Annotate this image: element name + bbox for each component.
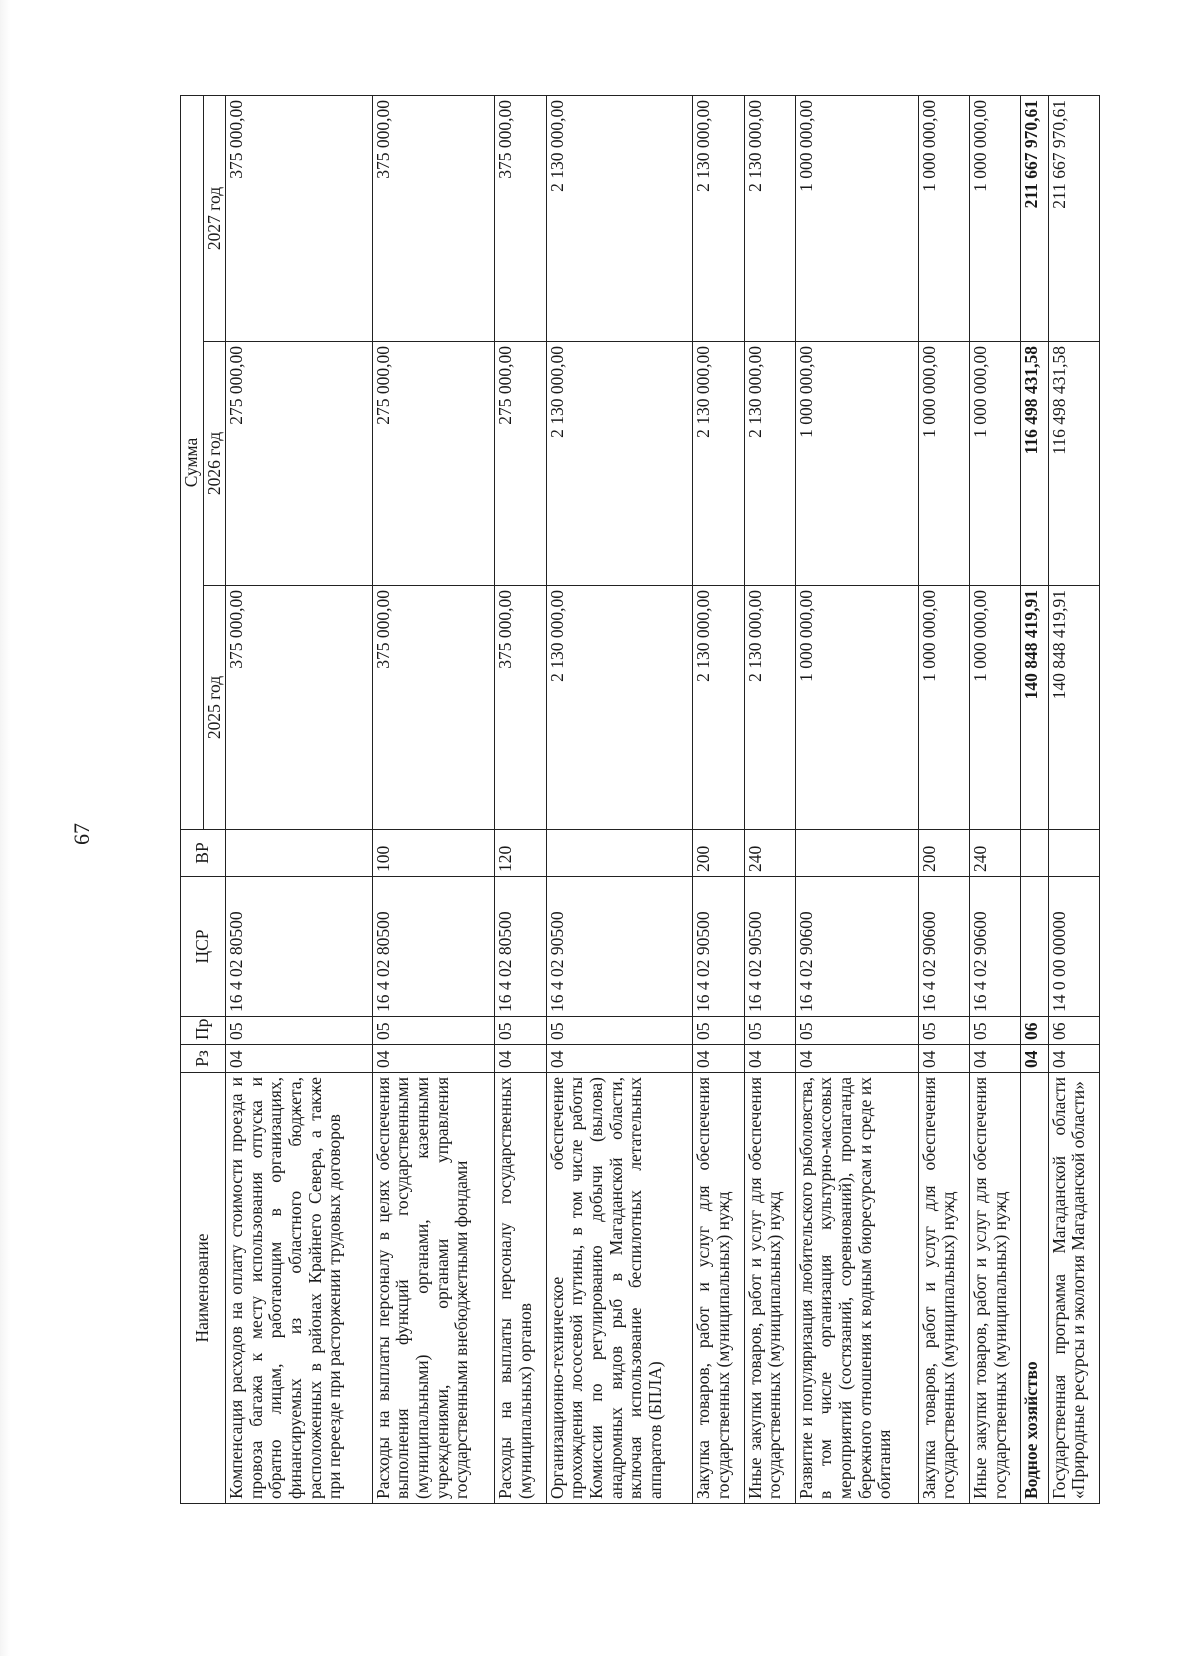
row-vr [546, 830, 693, 877]
row-2026: 2 130 000,00 [744, 342, 795, 586]
table-row [795, 95, 918, 1503]
row-name: Водное хозяйство [1021, 1073, 1048, 1504]
row-pr: 05 [969, 1017, 1020, 1045]
header-csr: ЦСР [181, 877, 226, 1017]
row-2025: 140 848 419,91 [1048, 586, 1099, 830]
row-pr: 05 [372, 1017, 495, 1045]
row-2027: 375 000,00 [495, 95, 546, 341]
header-pr: Пр [181, 1017, 226, 1045]
row-2026: 1 000 000,00 [795, 342, 918, 586]
row-2026: 1 000 000,00 [969, 342, 1020, 586]
row-vr: 240 [969, 830, 1020, 877]
page-number: 67 [69, 823, 94, 845]
row-name: Государственная программа Магаданской области «Природные ресурсы и экология Магаданской области» [1048, 1073, 1099, 1504]
row-2027: 211 667 970,61 [1048, 95, 1099, 341]
header-2026: 2026 год [203, 342, 226, 586]
row-name: Иные закупки товаров, работ и услуг для обеспечения государственных (муниципальных) нужд [969, 1073, 1020, 1504]
header-sum: Сумма [181, 95, 204, 829]
row-2025: 1 000 000,00 [795, 586, 918, 830]
row-2026: 2 130 000,00 [546, 342, 693, 586]
table-row [744, 95, 795, 1503]
header-2025: 2025 год [203, 586, 226, 830]
row-pr: 05 [546, 1017, 693, 1045]
row-2026: 1 000 000,00 [918, 342, 969, 586]
row-2027: 1 000 000,00 [969, 95, 1020, 341]
row-vr [795, 830, 918, 877]
table-row [372, 95, 495, 1503]
row-2025: 140 848 419,91 [1021, 586, 1048, 830]
row-csr: 16 4 02 80500 [495, 877, 546, 1017]
row-rz: 04 [693, 1045, 744, 1073]
row-rz: 04 [1021, 1045, 1048, 1073]
row-2027: 1 000 000,00 [795, 95, 918, 341]
row-2025: 2 130 000,00 [693, 586, 744, 830]
row-rz: 04 [918, 1045, 969, 1073]
row-2026: 275 000,00 [372, 342, 495, 586]
row-pr: 05 [744, 1017, 795, 1045]
row-vr: 200 [693, 830, 744, 877]
row-vr [226, 830, 373, 877]
row-csr: 16 4 02 90500 [546, 877, 693, 1017]
row-name: Расходы на выплаты персоналу в целях обеспечения выполнения функций государственными (муниципальными) органами, казенными учреждениями, органами управления государственными внебюджетными фондами [372, 1073, 495, 1504]
row-csr: 16 4 02 80500 [226, 877, 373, 1017]
row-2027: 2 130 000,00 [693, 95, 744, 341]
row-rz: 04 [795, 1045, 918, 1073]
row-name: Развитие и популяризация любительского рыболовства, в том числе организация культурно-массовых мероприятий (состязаний, соревнований), пропаганда бережного отношения к водным биоресурсам и среде их обитания [795, 1073, 918, 1504]
row-vr: 240 [744, 830, 795, 877]
row-rz: 04 [226, 1045, 373, 1073]
row-vr: 200 [918, 830, 969, 877]
row-pr: 05 [918, 1017, 969, 1045]
header-rz: Рз [181, 1045, 226, 1073]
scan-edge [0, 0, 10, 1656]
row-vr [1021, 830, 1048, 877]
row-2025: 375 000,00 [226, 586, 373, 830]
row-rz: 04 [546, 1045, 693, 1073]
row-rz: 04 [495, 1045, 546, 1073]
row-2025: 2 130 000,00 [546, 586, 693, 830]
table-row-subtotal [1021, 95, 1048, 1503]
row-pr: 06 [1021, 1017, 1048, 1045]
row-2027: 1 000 000,00 [918, 95, 969, 341]
row-pr: 05 [795, 1017, 918, 1045]
row-2027: 2 130 000,00 [744, 95, 795, 341]
budget-table [180, 95, 1100, 1504]
row-2027: 2 130 000,00 [546, 95, 693, 341]
header-vr: ВР [181, 830, 226, 877]
row-vr: 120 [495, 830, 546, 877]
table-row [969, 95, 1020, 1503]
row-pr: 06 [1048, 1017, 1099, 1045]
row-rz: 04 [1048, 1045, 1099, 1073]
row-name: Организационно-техническое обеспечение прохождения лососевой путины, в том числе работы Комиссии по регулированию добычи (вылова) анадромных видов рыб в Магаданской области, включая использование беспилотных летательных аппаратов (БПЛА) [546, 1073, 693, 1504]
row-2026: 116 498 431,58 [1021, 342, 1048, 586]
row-2027: 211 667 970,61 [1021, 95, 1048, 341]
row-name: Иные закупки товаров, работ и услуг для обеспечения государственных (муниципальных) нужд [744, 1073, 795, 1504]
row-2026: 275 000,00 [226, 342, 373, 586]
row-rz: 04 [969, 1045, 1020, 1073]
header-row-1 [181, 95, 204, 1503]
row-2025: 375 000,00 [372, 586, 495, 830]
table-row [226, 95, 373, 1503]
table-row [1048, 95, 1099, 1503]
row-2025: 1 000 000,00 [969, 586, 1020, 830]
row-2025: 1 000 000,00 [918, 586, 969, 830]
row-2026: 116 498 431,58 [1048, 342, 1099, 586]
row-csr: 16 4 02 90600 [795, 877, 918, 1017]
row-2027: 375 000,00 [372, 95, 495, 341]
row-vr: 100 [372, 830, 495, 877]
row-csr: 16 4 02 90600 [918, 877, 969, 1017]
row-csr: 14 0 00 00000 [1048, 877, 1099, 1017]
row-name: Закупка товаров, работ и услуг для обеспечения государственных (муниципальных) нужд [693, 1073, 744, 1504]
row-2026: 275 000,00 [495, 342, 546, 586]
row-csr: 16 4 02 90500 [744, 877, 795, 1017]
table-row [546, 95, 693, 1503]
row-csr: 16 4 02 90600 [969, 877, 1020, 1017]
row-pr: 05 [693, 1017, 744, 1045]
row-csr: 16 4 02 80500 [372, 877, 495, 1017]
row-2026: 2 130 000,00 [693, 342, 744, 586]
row-2025: 375 000,00 [495, 586, 546, 830]
table-row [495, 95, 546, 1503]
header-2027: 2027 год [203, 95, 226, 341]
row-csr: 16 4 02 90500 [693, 877, 744, 1017]
row-rz: 04 [744, 1045, 795, 1073]
row-2025: 2 130 000,00 [744, 586, 795, 830]
row-2027: 375 000,00 [226, 95, 373, 341]
row-pr: 05 [495, 1017, 546, 1045]
row-csr [1021, 877, 1048, 1017]
row-pr: 05 [226, 1017, 373, 1045]
header-name: Наименование [181, 1073, 226, 1504]
row-vr [1048, 830, 1099, 877]
table-row [918, 95, 969, 1503]
budget-table-container [180, 96, 1100, 1504]
row-rz: 04 [372, 1045, 495, 1073]
table-row [693, 95, 744, 1503]
row-name: Расходы на выплаты персоналу государственных (муниципальных) органов [495, 1073, 546, 1504]
row-name: Компенсация расходов на оплату стоимости проезда и провоза багажа к месту использования отпуска и обратно лицам, работающим в организациях, финансируемых из областного бюджета, расположенных в районах Крайнего Севера, а также при переезде при расторжении трудовых договоров [226, 1073, 373, 1504]
row-name: Закупка товаров, работ и услуг для обеспечения государственных (муниципальных) нужд [918, 1073, 969, 1504]
